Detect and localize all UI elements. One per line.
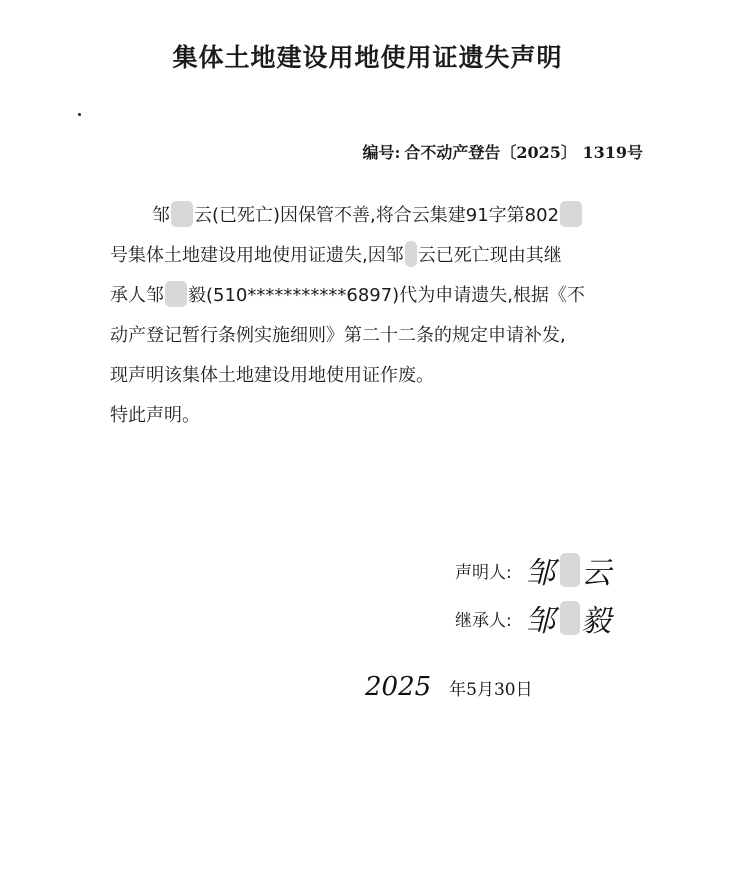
redacted-signature-block (560, 601, 580, 635)
body-text-fragment: 承人邹 (110, 285, 164, 306)
signature-fragment: 邹 (525, 604, 560, 639)
redacted-name-block (165, 281, 187, 307)
body-line-3 (110, 276, 640, 316)
body-text-fragment: 毅(510***********6897)代为申请遗失,根据《不 (188, 285, 585, 306)
body-text-fragment: 云已死亡现由其继 (417, 245, 562, 266)
date-year: 2025 (365, 672, 432, 702)
redacted-signature-block (560, 553, 580, 587)
statement-body (110, 196, 640, 436)
date-month-day: 年5月30日 (449, 680, 533, 700)
body-text-fragment: 号集体土地建设用地使用证遗失,因邹 (110, 245, 404, 266)
body-line-2 (110, 236, 640, 276)
heir-row (455, 596, 615, 644)
heir-label: 继承人: (455, 610, 512, 631)
body-text-fragment: 云(已死亡)因保管不善,将合云集建91字第802 (194, 205, 560, 226)
declarant-label: 声明人: (455, 562, 512, 583)
document-number-value: 合不动产登告〔2025〕 1319号 (404, 143, 643, 162)
body-line-6: 特此声明。 (110, 405, 200, 426)
body-line-4: 动产登记暂行条例实施细则》第二十二条的规定申请补发, (110, 325, 566, 346)
body-line-1 (110, 196, 640, 236)
redacted-number-block (560, 201, 582, 227)
body-text-fragment: 邹 (152, 205, 170, 226)
declarant-signature (525, 548, 615, 592)
redacted-name-block (405, 241, 417, 267)
signature-fragment: 邹 (525, 556, 560, 591)
body-line-5: 现声明该集体土地建设用地使用证作废。 (110, 365, 434, 386)
declarant-row (455, 548, 615, 596)
handwritten-date (365, 672, 533, 702)
signature-block (455, 548, 615, 644)
document-number-label: 编号: (362, 143, 401, 162)
heir-signature (525, 596, 615, 640)
document-title: 集体土地建设用地使用证遗失声明 (172, 43, 563, 72)
document-number (362, 140, 647, 163)
signature-fragment: 云 (581, 556, 616, 591)
signature-fragment: 毅 (581, 604, 616, 639)
scan-speck (78, 113, 81, 116)
redacted-name-block (171, 201, 193, 227)
